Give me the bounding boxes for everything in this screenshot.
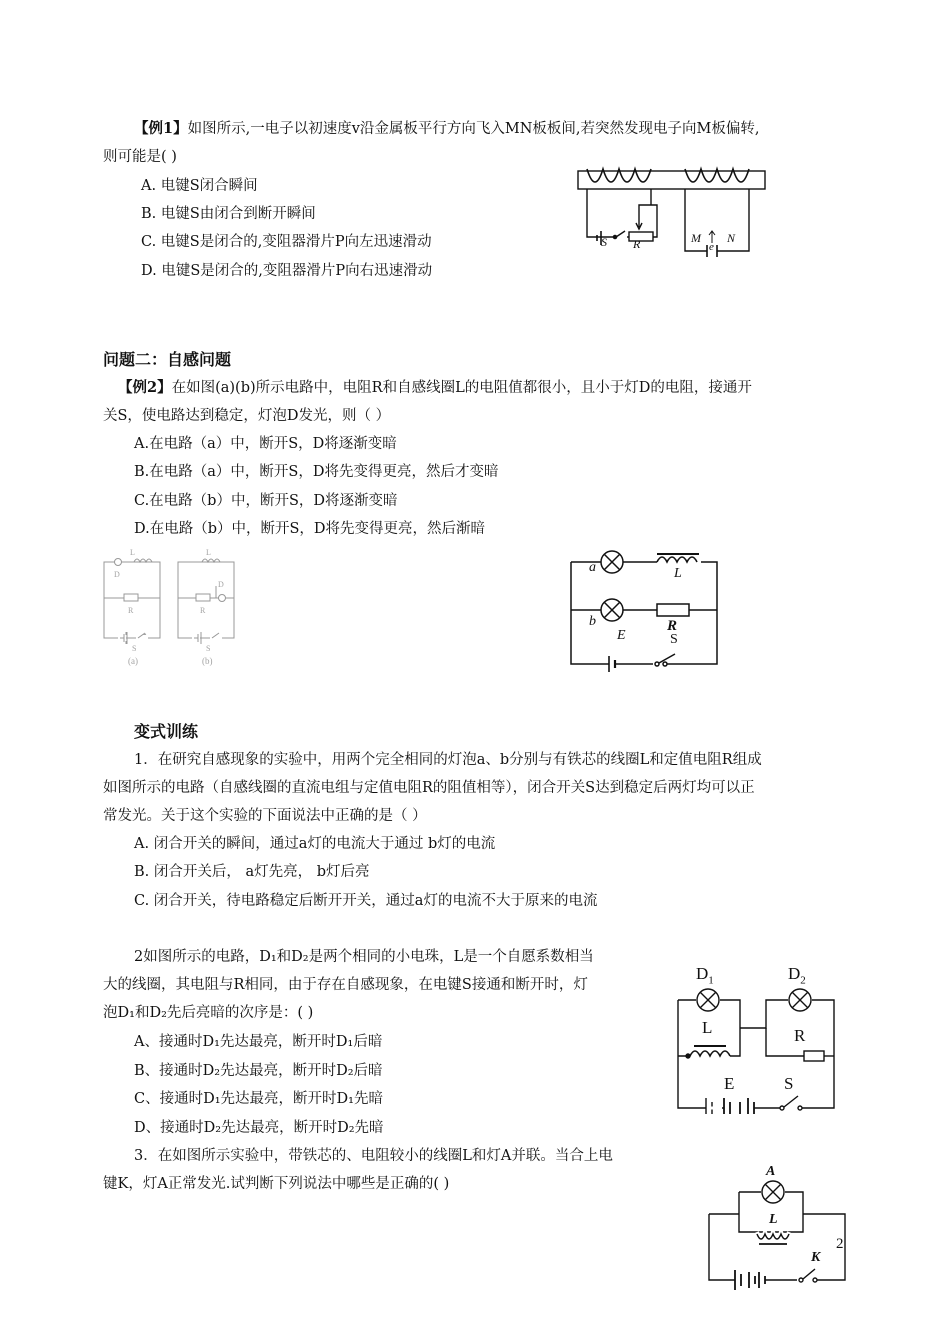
q2-fig-label-d1-sub: 1 [708,974,714,987]
q2-fig-label-l: L [702,1018,713,1037]
ex1-fig-label-e: e [709,241,714,253]
ex1-fig-label-n: N [727,231,736,245]
fig-ab-label-l: L [674,566,682,581]
q2-fig-label-d2 [788,964,806,986]
q2-fig-label-d1 [696,964,714,986]
q2-fig-label-s: S [784,1074,794,1093]
example-1-label: 【例1】 [134,120,188,137]
ex1-fig-label-r: R [633,237,641,251]
example-2-label: 【例2】 [118,379,172,396]
example-2-line-1 [118,378,752,398]
question-1-line-2: 如图所示的电路（自感线圈的直流电组与定值电阻R的阻值相等），闭合开关S达到稳定后两灯均可以正 [103,780,755,796]
question-2-line-2: 大的线圈，其电阻与R相同，由于存在自感现象，在电键S接通和断开时，灯 [103,977,588,993]
fig-ab-label-r: R [667,618,678,634]
example-2-option-c: C.在电路（b）中，断开S，D将逐渐变暗 [134,493,398,509]
question-2-option-d: D、接通时D₂先达最亮，断开时D₂先暗 [134,1120,384,1136]
section-title-self-induction: 问题二：自感问题 [103,350,232,369]
q2-fig-label-d2-letter: D [788,964,801,983]
example-1-option-b: B. 电键S由闭合到断开瞬间 [141,206,316,222]
q3-fig-label-a: A [766,1164,776,1179]
ex2b-label-r: R [200,606,206,615]
section-title-variant-training: 变式训练 [134,722,199,741]
question-2-line-3: 泡D₁和D₂先后亮暗的次序是：( ) [103,1005,314,1021]
ex2a-label-l: L [130,548,135,557]
example-1-text: 如图所示,一电子以初速度v沿金属板平行方向飞入MN板板间,若突然发现电子向M板偏转, [187,121,760,137]
example-1-line-2: 则可能是( ) [103,149,177,165]
question-1-option-b: B. 闭合开关后， a灯先亮， b灯后亮 [134,864,370,880]
example-1-line-1 [134,119,760,139]
q2-fig-label-d1-letter: D [696,964,709,983]
question-3-line-1: 3．在如图所示实验中，带铁芯的、电阻较小的线圈L和灯A并联。当合上电 [134,1148,613,1164]
example-2-figure-a [98,548,166,670]
example-2-line-2: 关S，使电路达到稳定，灯泡D发光，则（ ） [103,408,391,424]
fig-ab-label-e: E [617,628,626,643]
ex2b-label-l: L [206,548,211,557]
q2-fig-label-e: E [724,1074,735,1093]
q2-fig-label-d2-sub: 2 [800,974,806,987]
question-1-line-1: 1．在研究自感现象的实验中，用两个完全相同的灯泡a、b分别与有铁芯的线圈L和定值电阻R组成 [134,752,762,768]
example-2-option-a: A.在电路（a）中，断开S，D将逐渐变暗 [134,436,397,452]
example-1-option-c: C. 电键S是闭合的,变阻器滑片P向左迅速滑动 [141,234,432,250]
example-1-option-d: D. 电键S是闭合的,变阻器滑片P向右迅速滑动 [141,263,433,279]
ex1-fig-label-m: M [691,231,701,245]
fig-ab-label-b: b [589,614,596,629]
circuit-figure-lamps-a-b [565,548,725,673]
example-2-option-d: D.在电路（b）中，断开S，D将先变得更亮，然后渐暗 [134,521,486,537]
q2-fig-label-r: R [794,1026,806,1045]
ex2a-label-d: D [114,570,120,579]
question-3-figure [705,1162,850,1292]
question-2-option-a: A、接通时D₁先达最亮，断开时D₁后暗 [134,1034,383,1050]
example-2-figure-b [172,548,240,670]
ex2b-label-s: S [206,644,211,653]
fig-ab-label-a: a [589,560,596,575]
ex2a-label-s: S [132,644,137,653]
example-1-option-a: A. 电键S闭合瞬间 [141,178,258,194]
question-2-option-c: C、接通时D₁先达最亮，断开时D₁先暗 [134,1091,383,1107]
ex2a-caption: (a) [128,656,138,666]
ex2b-label-d: D [218,580,224,589]
question-3-line-2: 键K，灯A正常发光.试判断下列说法中哪些是正确的( ) [103,1176,450,1192]
ex1-fig-label-s: S [601,235,607,249]
q3-fig-label-k: K [811,1250,821,1265]
ex2b-caption: (b) [202,656,213,666]
question-1-option-a: A. 闭合开关的瞬间，通过a灯的电流大于通过 b灯的电流 [134,836,496,852]
example-2-text: 在如图(a)(b)所示电路中，电阻R和自感线圈L的电阻值都很小，且小于灯D的电阻，接通开 [171,380,752,396]
question-2-line-1: 2如图所示的电路，D₁和D₂是两个相同的小电珠，L是一个自愿系数相当 [134,949,594,965]
example-1-figure [575,165,770,260]
example-2-option-b: B.在电路（a）中，断开S，D将先变得更亮，然后才变暗 [134,464,499,480]
q3-fig-label-l: L [769,1212,778,1227]
page-number: 2 [836,1236,844,1252]
ex2a-label-r: R [128,606,134,615]
question-2-option-b: B、接通时D₂先达最亮，断开时D₂后暗 [134,1063,383,1079]
fig-ab-label-s: S [670,632,678,647]
question-1-option-c: C. 闭合开关，待电路稳定后断开开关，通过a灯的电流不大于原来的电流 [134,893,598,909]
question-2-figure [668,962,843,1114]
question-1-line-3: 常发光。关于这个实验的下面说法中正确的是（ ） [103,808,427,824]
